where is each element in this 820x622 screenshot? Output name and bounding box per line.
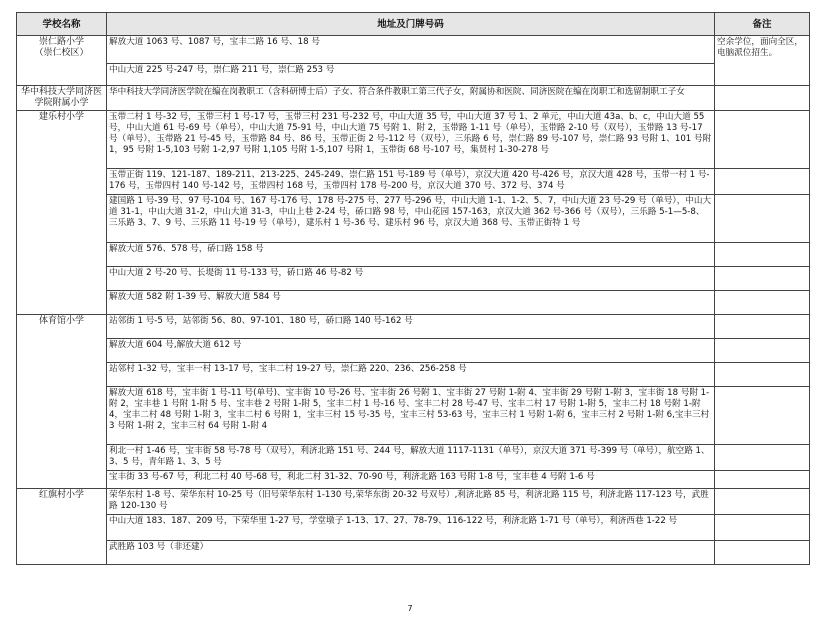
- address-cell: 玉带正街 119、121-187、189-211、213-225、245-249、崇仁路 151 号-189 号（单号），京汉大道 420 号-426 号，京汉大道 428 号，玉带一村 1 号-176 号，玉带四村 140 号-142 号，玉带四村 168 号，玉带四村 178 号-200 号，京汉大道 370 号、372 号、374 号: [107, 169, 715, 195]
- header-school: 学校名称: [17, 13, 107, 36]
- note-cell: [715, 195, 810, 243]
- note-cell: [715, 291, 810, 315]
- header-address: 地址及门牌号码: [107, 13, 715, 36]
- address-cell: 宝丰街 33 号-67 号，利北二村 40 号-68 号，利北二村 31-32、70-90 号，利济北路 163 号附 1-8 号，宝丰巷 4 号附 1-6 号: [107, 471, 715, 489]
- address-cell: 玉带二村 1 号-32 号，玉带三村 1 号-17 号，玉带三村 231 号-232 号，中山大道 35 号，中山大道 37 号 1、2 单元，中山大道 43a、b、c，中山大道 55 号，中山大道 61 号-69 号（单号），中山大道 75-91 号，中山大道 75 号附 1、附 2，玉带路 1-11 号（单号），玉带路 2-10 号（双号），玉带路 13 号-17 号（单号），玉带路 21 号-45 号，玉带路 84 号、86 号，玉带正街 2 号-112 号（双号），三乐路 6 号，崇仁路 89 号-107 号，崇仁路 93 号附 1、101 号附 1，95 号附 1-5,103 号附 1-2,97 号附 1,105 号附 1-5,107 号附 1，玉带街 68 号-107 号，集贤村 1-30-278 号: [107, 111, 715, 169]
- school-zone-table: [16, 12, 810, 565]
- address-cell: 荣华东村 1-8 号、荣华东村 10-25 号（旧号荣华东村 1-130 号,荣华东街 20-32 号双号）,利济北路 85 号，利济北路 115 号，利济北路 117-123 号，武胜路 120-130 号: [107, 489, 715, 515]
- address-cell: 站邻村 1-32 号，宝丰一村 13-17 号，宝丰二村 19-27 号，崇仁路 220、236、256-258 号: [107, 363, 715, 387]
- note-cell: [715, 86, 810, 111]
- header-note: 备注: [715, 13, 810, 36]
- address-cell: 中山大道 2 号-20 号、长堤街 11 号-133 号，硚口路 46 号-82 号: [107, 267, 715, 291]
- table-row: [17, 36, 810, 64]
- table-row: [17, 169, 810, 195]
- note-cell: [715, 111, 810, 169]
- table-row: [17, 489, 810, 515]
- address-cell: 建国路 1 号-39 号、97 号-104 号、167 号-176 号、178 号-275 号、277 号-296 号，中山大道 1-1、1-2、5、7，中山大道 23 号-29 号（单号），中山大道 31-1，中山大道 31-2，中山大道 31-3，中山上巷 2-24 号，硚口路 98 号，中山花园 157-163，京汉大道 362 号-366 号（双号），三乐路 5-1—5-8、三乐路 3、7、9 号、三乐路 11 号-19 号（单号），建乐村 1 号-36 号、建乐村 96 号，京汉大道 368 号、玉带正街特 1 号: [107, 195, 715, 243]
- address-cell: 中山大道 183、187、209 号，下荣华里 1-27 号，学堂墩子 1-13、17、27、78-79、116-122 号，利济北路 1-71 号（单号），利济西巷 1-22 号: [107, 515, 715, 541]
- address-cell: 武胜路 103 号（非还建）: [107, 541, 715, 565]
- table-row: [17, 243, 810, 267]
- address-cell: 华中科技大学同济医学院在编在岗教职工（含科研博士后）子女、符合条件教职工第三代子女，附属协和医院、同济医院在编在岗职工和选留制职工子女: [107, 86, 715, 111]
- table-row: [17, 315, 810, 339]
- note-cell: [715, 363, 810, 387]
- table-row: [17, 86, 810, 111]
- school-name: 崇仁路小学 （崇仁校区）: [17, 36, 107, 86]
- note-cell: [715, 445, 810, 471]
- note-cell: [715, 339, 810, 363]
- table-row: [17, 387, 810, 445]
- table-row: [17, 64, 810, 86]
- note-cell: [715, 387, 810, 445]
- note-cell: [715, 243, 810, 267]
- address-cell: 利北一村 1-46 号，宝丰街 58 号-78 号（双号），利济北路 151 号、244 号，解放大道 1117-1131（单号），京汉大道 371 号-399 号（单号），航空路 1、3、5 号，青年路 1、3、5 号: [107, 445, 715, 471]
- note-cell: [715, 315, 810, 339]
- table-row: [17, 471, 810, 489]
- table-row: [17, 363, 810, 387]
- note-cell: 空余学位，面向全区，电脑派位招生。: [715, 36, 810, 86]
- table-row: [17, 267, 810, 291]
- address-cell: 解放大道 618 号，宝丰街 1 号-11 号(单号)、宝丰街 10 号-26 号、宝丰街 26 号附 1、宝丰街 27 号附 1-附 4、宝丰街 29 号附 1-附 3，宝丰街 18 号附 1-附 2，宝丰巷 1 号附 1-附 5 号、宝丰巷 2 号附 1-附 5，宝丰二村 1 号-16 号、宝丰二村 28 号-47 号、宝丰二村 17 号附 1-附 5，宝丰二村 18 号附 1-附 4，宝丰二村 48 号附 1-附 3，宝丰二村 6 号附 1，宝丰三村 15 号-35 号，宝丰三村 53-63 号，宝丰三村 1 号附 1-附 6，宝丰三村 2 号附 1-附 6,宝丰三村 3 号附 1-附 2，宝丰三村 64 号附 1-附 4: [107, 387, 715, 445]
- page-number: 7: [407, 604, 413, 613]
- table-row: [17, 339, 810, 363]
- address-cell: 解放大道 604 号,解放大道 612 号: [107, 339, 715, 363]
- address-cell: 站邻街 1 号-5 号，站邻街 56、80、97-101、180 号，硚口路 140 号-162 号: [107, 315, 715, 339]
- table-row: [17, 541, 810, 565]
- note-cell: [715, 267, 810, 291]
- note-cell: [715, 489, 810, 515]
- address-cell: 中山大道 225 号-247 号，崇仁路 211 号，崇仁路 253 号: [107, 64, 715, 86]
- school-name: 体育馆小学: [17, 315, 107, 489]
- note-cell: [715, 169, 810, 195]
- address-cell: 解放大道 582 附 1-39 号、解放大道 584 号: [107, 291, 715, 315]
- table-row: [17, 111, 810, 169]
- table-row: [17, 445, 810, 471]
- note-cell: [715, 471, 810, 489]
- note-cell: [715, 541, 810, 565]
- school-name: 建乐村小学: [17, 111, 107, 315]
- table-row: [17, 195, 810, 243]
- address-cell: 解放大道 576、578 号，硚口路 158 号: [107, 243, 715, 267]
- school-name: 华中科技大学同济医学院附属小学: [17, 86, 107, 111]
- school-name: 红旗村小学: [17, 489, 107, 565]
- address-cell: 解放大道 1063 号、1087 号，宝丰二路 16 号、18 号: [107, 36, 715, 64]
- table-row: [17, 515, 810, 541]
- note-cell: [715, 515, 810, 541]
- table-row: [17, 291, 810, 315]
- table-header-row: [17, 13, 810, 36]
